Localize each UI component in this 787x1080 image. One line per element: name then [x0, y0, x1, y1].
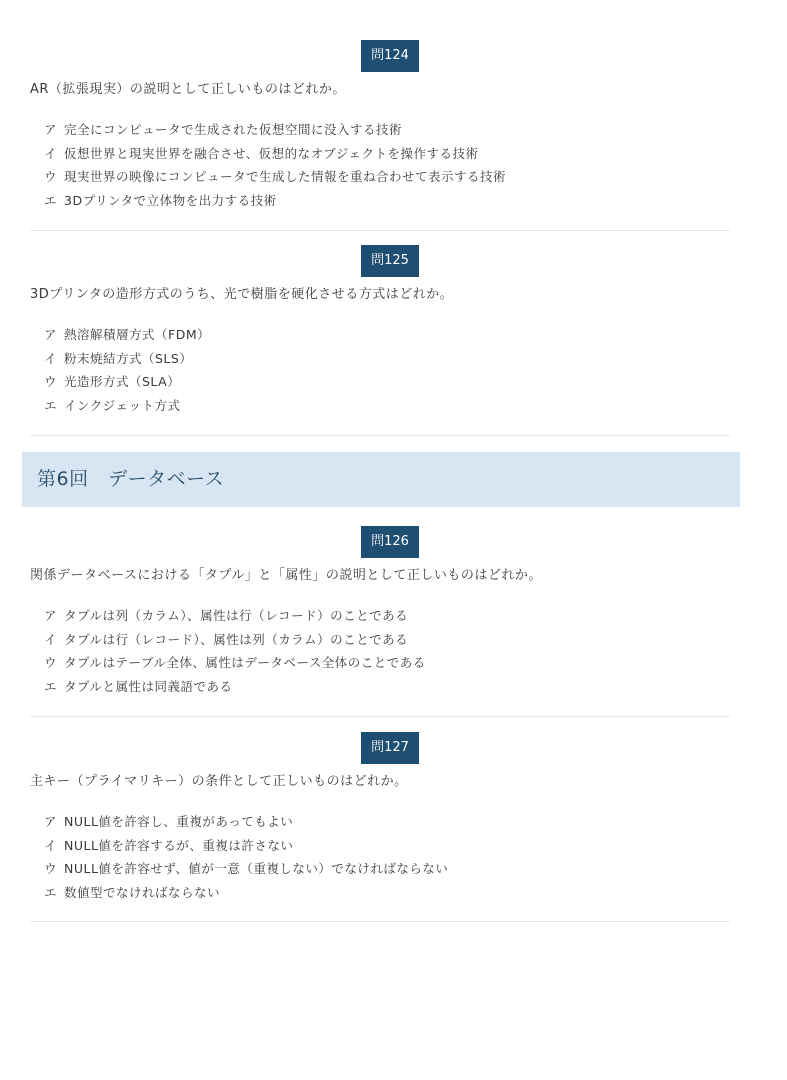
choice-label: ア: [44, 608, 58, 623]
choice-label: ア: [44, 122, 58, 137]
choice-text: 仮想世界と現実世界を融合させ、仮想的なオブジェクトを操作する技術: [64, 145, 479, 161]
choice-label: イ: [44, 837, 58, 853]
choice-label: エ: [44, 397, 58, 413]
choice-item[interactable]: [44, 323, 730, 347]
choice-list: [30, 118, 730, 212]
choice-label: ア: [44, 327, 58, 342]
choice-label: ウ: [44, 169, 58, 184]
question-126: [30, 526, 730, 698]
choice-item[interactable]: [44, 370, 730, 394]
choice-text: NULL値を許容し、重複があってもよい: [64, 814, 294, 829]
choice-text: NULL値を許容するが、重複は許さない: [64, 837, 294, 853]
divider: [30, 716, 730, 717]
question-text: 関係データベースにおける「タプル」と「属性」の説明として正しいものはどれか。: [30, 568, 542, 583]
choice-label: エ: [44, 678, 58, 694]
choice-text: タプルは列（カラム）、属性は行（レコード）のことである: [64, 608, 409, 623]
choice-item[interactable]: [44, 857, 730, 881]
section-header: [22, 452, 740, 507]
choice-text: タプルはテーブル全体、属性はデータベース全体のことである: [64, 655, 426, 670]
question-number-badge: 問126: [361, 526, 419, 558]
choice-text: 熱溶解積層方式（FDM）: [64, 327, 211, 342]
choice-text: 3Dプリンタで立体物を出力する技術: [64, 192, 277, 208]
choice-label: ア: [44, 814, 58, 829]
choice-item[interactable]: [44, 118, 730, 142]
question-text: AR（拡張現実）の説明として正しいものはどれか。: [30, 82, 346, 97]
choice-text: タプルは行（レコード）、属性は列（カラム）のことである: [64, 631, 409, 647]
question-text: 3Dプリンタの造形方式のうち、光で樹脂を硬化させる方式はどれか。: [30, 287, 454, 302]
choice-item[interactable]: [44, 834, 730, 858]
choice-item[interactable]: [44, 189, 730, 213]
choice-item[interactable]: [44, 675, 730, 699]
choice-text: 数値型でなければならない: [64, 884, 221, 900]
choice-text: タプルと属性は同義語である: [64, 678, 233, 694]
choice-item[interactable]: [44, 604, 730, 628]
question-badge-wrap: [0, 245, 787, 277]
choice-text: 現実世界の映像にコンピュータで生成した情報を重ね合わせて表示する技術: [64, 169, 507, 184]
choice-item[interactable]: [44, 142, 730, 166]
question-127: [30, 732, 730, 904]
choice-text: 粉末焼結方式（SLS）: [64, 350, 193, 366]
choice-list: [30, 323, 730, 417]
choice-list: [30, 810, 730, 904]
choice-list: [30, 604, 730, 698]
divider: [30, 435, 730, 436]
choice-label: ウ: [44, 861, 58, 876]
divider: [30, 921, 730, 922]
choice-item[interactable]: [44, 651, 730, 675]
choice-label: イ: [44, 350, 58, 366]
choice-label: ウ: [44, 655, 58, 670]
choice-text: NULL値を許容せず、値が一意（重複しない）でなければならない: [64, 861, 449, 876]
divider: [30, 230, 730, 231]
question-number-badge: 問124: [361, 40, 419, 72]
choice-label: ウ: [44, 374, 58, 389]
choice-text: 完全にコンピュータで生成された仮想空間に没入する技術: [64, 122, 403, 137]
choice-item[interactable]: [44, 628, 730, 652]
choice-label: エ: [44, 884, 58, 900]
choice-label: エ: [44, 192, 58, 208]
choice-text: インクジェット方式: [64, 397, 181, 413]
question-badge-wrap: [0, 526, 787, 558]
choice-item[interactable]: [44, 881, 730, 905]
choice-label: イ: [44, 145, 58, 161]
section-title: 第6回 データベース: [37, 468, 225, 490]
choice-item[interactable]: [44, 810, 730, 834]
question-badge-wrap: [0, 732, 787, 764]
choice-label: イ: [44, 631, 58, 647]
question-text: 主キー（プライマリキー）の条件として正しいものはどれか。: [30, 774, 408, 789]
question-number-badge: 問125: [361, 245, 419, 277]
question-badge-wrap: [0, 40, 787, 72]
question-number-badge: 問127: [361, 732, 419, 764]
question-125: [30, 245, 730, 417]
choice-item[interactable]: [44, 394, 730, 418]
choice-item[interactable]: [44, 347, 730, 371]
choice-text: 光造形方式（SLA）: [64, 374, 181, 389]
question-124: [30, 40, 730, 212]
choice-item[interactable]: [44, 165, 730, 189]
